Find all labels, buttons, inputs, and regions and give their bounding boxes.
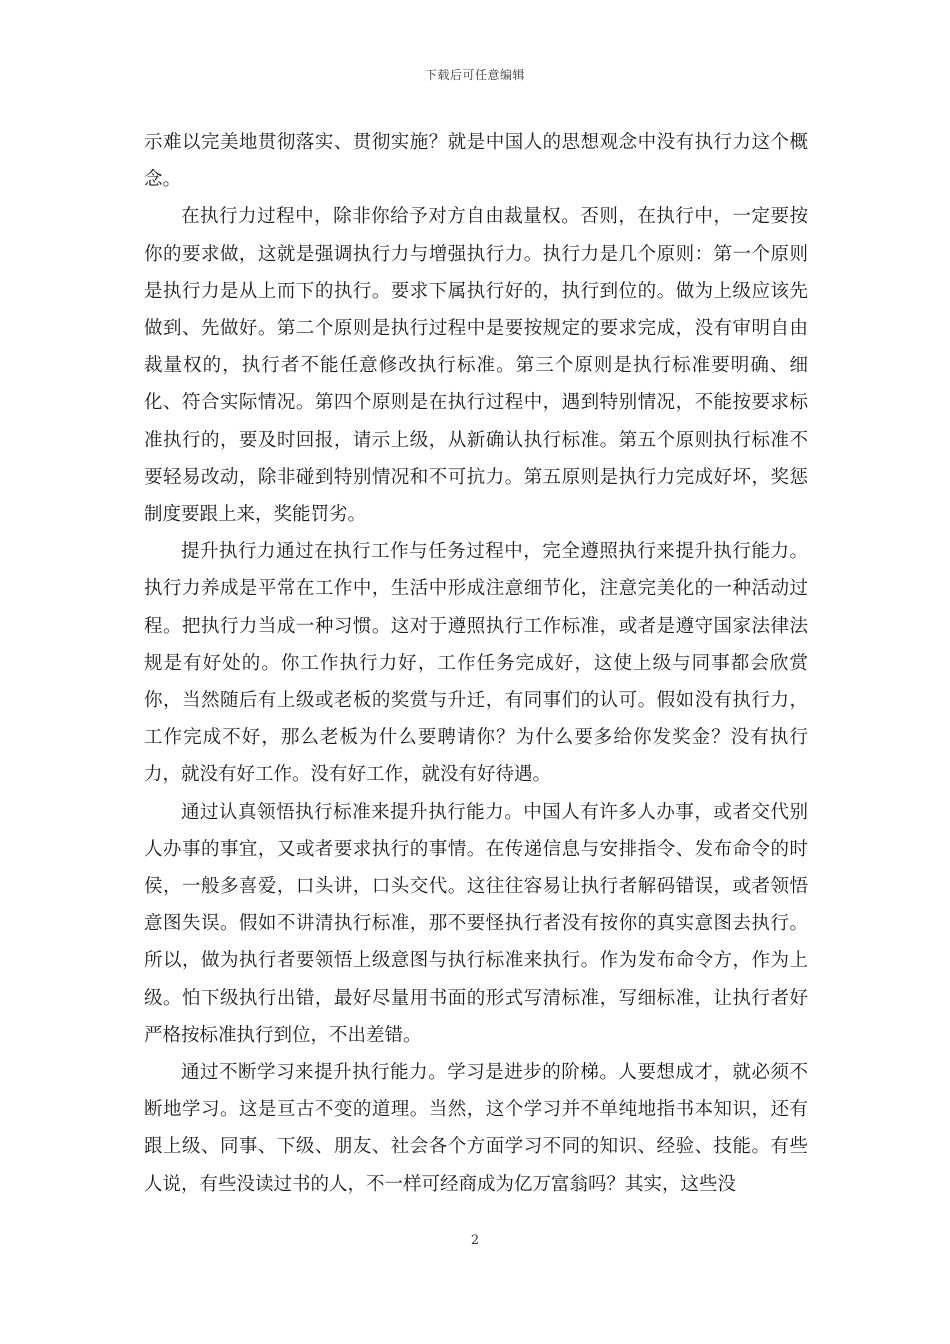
- page-header: 下载后可任意编辑: [424, 68, 525, 82]
- paragraph-execution-standards: 通过认真领悟执行标准来提升执行能力。中国人有许多人办事，或者交代别人办事的事宜，又或者要求执行的事情。在传递信息与安排指令、发布命令的时侯，一般多喜爱，口头讲，口头交代。这往往容易让执行者解码错误，或者领悟意图失误。假如不讲清执行标准，那不要怪执行者没有按你的真实意图去执行。所以，做为执行者要领悟上级意图与执行标准来执行。作为发布命令方，作为上级。怕下级执行出错，最好尽量用书面的形式写清标准，写细标准，让执行者好严格按标准执行到位，不出差错。: [144, 801, 808, 1046]
- paragraph-continuation: 示难以完美地贯彻落实、贯彻实施？就是中国人的思想观念中没有执行力这个概念。: [144, 132, 808, 191]
- document-body: [144, 124, 808, 1203]
- paragraph-execution-habit: 提升执行力通过在执行工作与任务过程中，完全遵照执行来提升执行能力。执行力养成是平常在工作中，生活中形成注意细节化，注意完美化的一种活动过程。把执行力当成一种习惯。这对于遵照执行工作标准，或者是遵守国家法律法规是有好处的。你工作执行力好，工作任务完成好，这使上级与同事都会欣赏你，当然随后有上级或老板的奖赏与升迁，有同事们的认可。假如没有执行力，工作完成不好，那么老板为什么要聘请你？为什么要多给你发奖金？没有执行力，就没有好工作。没有好工作，就没有好待遇。: [144, 541, 808, 786]
- page-number: 2: [470, 1233, 480, 1248]
- paragraph-continuous-learning: 通过不断学习来提升执行能力。学习是进步的阶梯。人要想成才，就必须不断地学习。这是亘古不变的道理。当然，这个学习并不单纯地指书本知识，还有跟上级、同事、下级、朋友、社会各个方面学习不同的知识、经验、技能。有些人说，有些没读过书的人，不一样可经商成为亿万富翁吗？其实，这些没: [144, 1062, 808, 1195]
- paragraph-execution-principles: 在执行力过程中，除非你给予对方自由裁量权。否则，在执行中，一定要按你的要求做，这就是强调执行力与增强执行力。执行力是几个原则：第一个原则是执行力是从上而下的执行。要求下属执行好的，执行到位的。做为上级应该先做到、先做好。第二个原则是执行过程中是要按规定的要求完成，没有审明自由裁量权的，执行者不能任意修改执行标准。第三个原则是执行标准要明确、细化、符合实际情况。第四个原则是在执行过程中，遇到特别情况，不能按要求标准执行的，要及时回报，请示上级，从新确认执行标准。第五个原则执行标准不要轻易改动，除非碰到特别情况和不可抗力。第五原则是执行力完成好坏，奖惩制度要跟上来，奖能罚劣。: [144, 206, 808, 526]
